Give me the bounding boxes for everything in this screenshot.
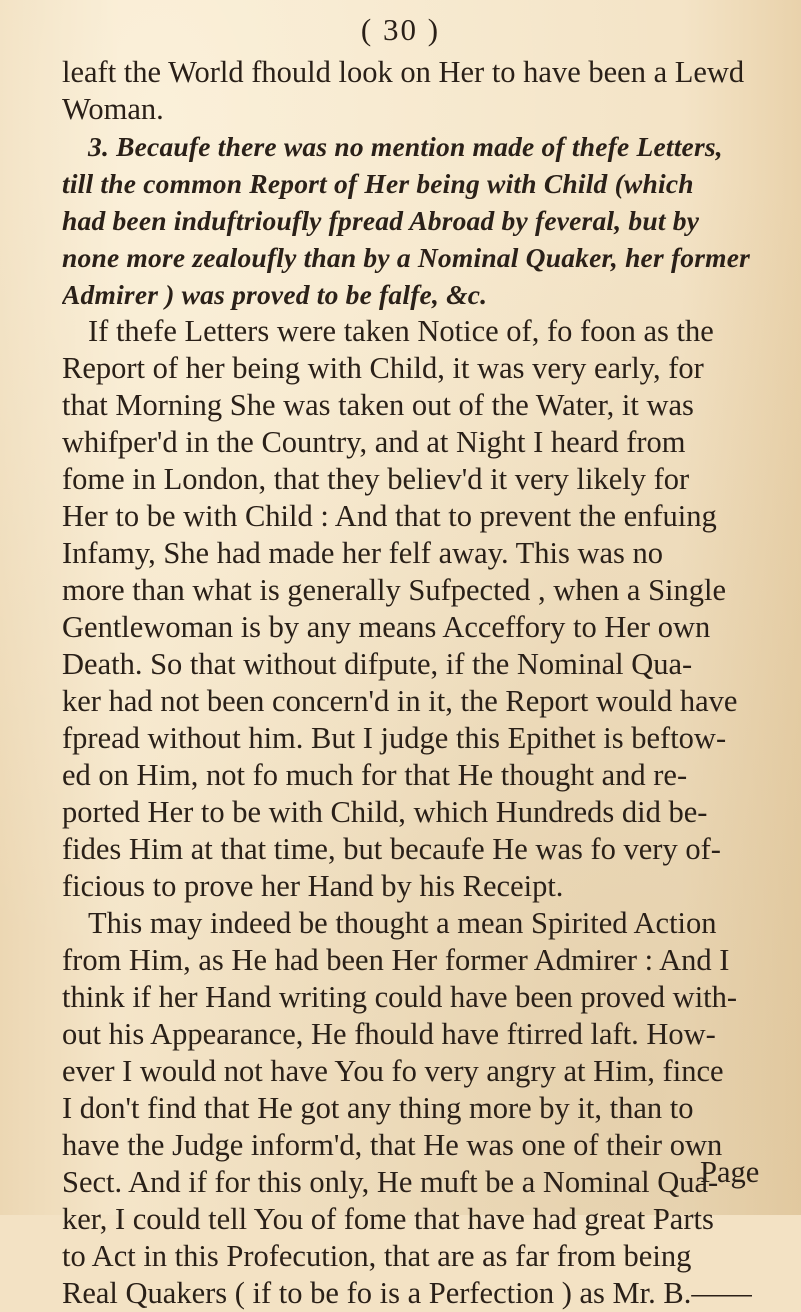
text-line: none more zealoufly than by a Nominal Quaker, her former	[62, 242, 751, 273]
text-line: ker, I could tell You of fome that have had great Parts	[62, 1202, 714, 1236]
text-line: had been induftrioufly fpread Abroad by feveral, but by	[62, 205, 700, 236]
text-line: ker had not been concern'd in it, the Report would have	[62, 684, 738, 718]
text-line: This may indeed be thought a mean Spirited Action	[88, 906, 717, 940]
text-line: that Morning She was taken out of the Water, it was	[62, 388, 694, 422]
text-line: till the common Report of Her being with Child (which	[62, 168, 694, 199]
text-line: to Act in this Profecution, that are as far from being	[62, 1239, 692, 1273]
text-line: leaft the World fhould look on Her to have been a Lewd	[62, 55, 745, 89]
text-line: Woman.	[62, 92, 164, 126]
text-line: ported Her to be with Child, which Hundreds did be-	[62, 795, 708, 829]
text-line: fpread without him. But I judge this Epithet is beftow-	[62, 721, 727, 755]
text-line: Gentlewoman is by any means Acceffory to Her own	[62, 610, 711, 644]
text-line: fides Him at that time, but becaufe He was fo very of-	[62, 832, 721, 866]
text-line: 3. Becaufe there was no mention made of thefe Letters,	[88, 131, 723, 162]
text-line: ever I would not have You fo very angry at Him, fince	[62, 1054, 724, 1088]
text-line: from Him, as He had been Her former Admirer : And I	[62, 943, 730, 977]
text-line: Death. So that without difpute, if the Nominal Qua-	[62, 647, 693, 681]
text-line: Her to be with Child : And that to prevent the enfuing	[62, 499, 717, 533]
body-text	[62, 54, 752, 1312]
text-line: Sect. And if for this only, He muft be a Nominal Qua-	[62, 1165, 719, 1199]
text-line: Infamy, She had made her felf away. This was no	[62, 536, 664, 570]
text-line: whifper'd in the Country, and at Night I heard from	[62, 425, 686, 459]
text-line: ficious to prove her Hand by his Receipt.	[62, 869, 564, 903]
catchword: Page	[700, 1155, 760, 1189]
text-line: have the Judge inform'd, that He was one of their own	[62, 1128, 723, 1162]
text-line: out his Appearance, He fhould have ftirred laft. How-	[62, 1017, 716, 1051]
text-line: more than what is generally Sufpected , when a Single	[62, 573, 727, 607]
page-number: ( 30 )	[360, 12, 441, 47]
text-line: If thefe Letters were taken Notice of, fo foon as the	[88, 314, 714, 348]
text-line: I don't find that He got any thing more by it, than to	[62, 1091, 694, 1125]
text-line: Admirer ) was proved to be falfe, &c.	[62, 279, 488, 310]
text-line: Real Quakers ( if to be fo is a Perfection ) as Mr. B.——	[62, 1276, 752, 1310]
text-line: fome in London, that they believ'd it very likely for	[62, 462, 690, 496]
text-line: think if her Hand writing could have been proved with-	[62, 980, 738, 1014]
text-line: ed on Him, not fo much for that He thought and re-	[62, 758, 688, 792]
text-line: Report of her being with Child, it was very early, for	[62, 351, 704, 385]
